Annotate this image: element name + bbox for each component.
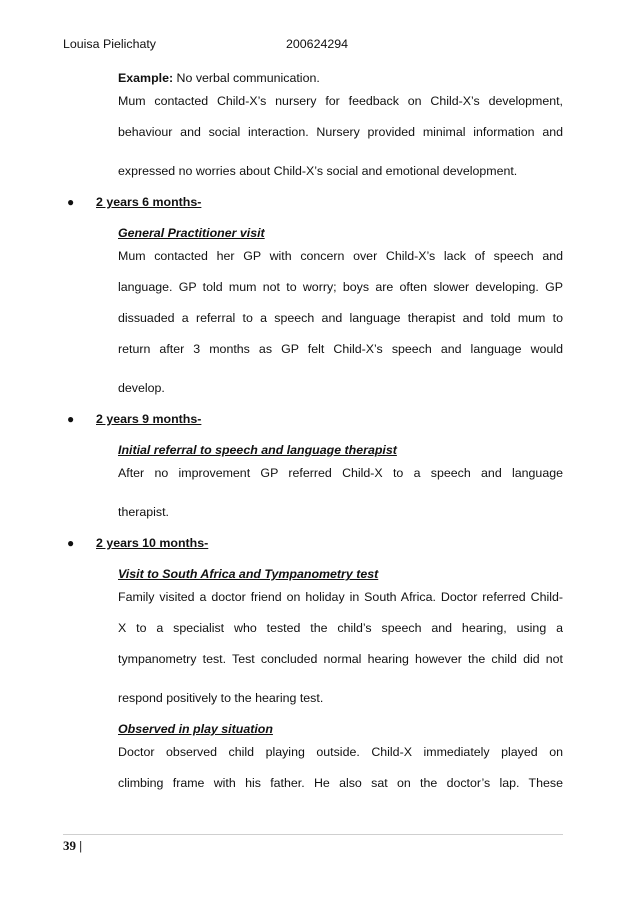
paragraph-line: Doctor observed child playing outside. Child-X immediately played on <box>118 745 563 759</box>
footer-divider <box>63 834 563 835</box>
paragraph-line: After no improvement GP referred Child-X to a speech and language <box>118 466 563 480</box>
intro-paragraph <box>63 94 563 187</box>
paragraph-line: Family visited a doctor friend on holiday in South Africa. Doctor referred Child- <box>118 590 563 604</box>
bullet-icon: ● <box>67 195 75 209</box>
timeline-bullet <box>63 187 563 218</box>
paragraph-line: develop. <box>118 381 165 395</box>
paragraph-line: Mum contacted her GP with concern over Child-X’s lack of speech and <box>118 249 563 263</box>
paragraph-line: therapist. <box>118 505 169 519</box>
document-body <box>63 63 563 807</box>
page-header <box>63 37 583 53</box>
paragraph-line: expressed no worries about Child-X’s social and emotional development. <box>118 164 518 178</box>
example-label: Example: <box>118 71 174 85</box>
paragraph-line: respond positively to the hearing test. <box>118 691 324 705</box>
bullet-icon: ● <box>67 412 75 426</box>
bullet-heading: 2 years 10 months- <box>96 536 209 550</box>
paragraph-line: X to a specialist who tested the child’s speech and hearing, using a <box>118 621 563 635</box>
section-subheading: Observed in play situation <box>118 722 273 736</box>
section-body <box>63 435 563 528</box>
timeline-bullet <box>63 404 563 435</box>
paragraph-line: behaviour and social interaction. Nursery provided minimal information and <box>118 125 563 139</box>
paragraph-line: language. GP told mum not to worry; boys are often slower developing. GP <box>118 280 563 294</box>
bullet-heading: 2 years 6 months- <box>96 195 202 209</box>
paragraph-line: tympanometry test. Test concluded normal hearing however the child did not <box>118 652 563 666</box>
bullet-icon: ● <box>67 536 75 550</box>
section-subheading: General Practitioner visit <box>118 226 265 240</box>
paragraph-line: climbing frame with his father. He also sat on the doctor’s lap. These <box>118 776 563 790</box>
section-subheading: Initial referral to speech and language therapist <box>118 443 397 457</box>
bullet-heading: 2 years 9 months- <box>96 412 202 426</box>
author-name: Louisa Pielichaty <box>63 37 156 51</box>
example-text: No verbal communication. <box>176 71 320 85</box>
student-id: 200624294 <box>286 37 349 51</box>
paragraph-line: return after 3 months as GP felt Child-X’s speech and language would <box>118 342 563 356</box>
timeline-bullet <box>63 528 563 559</box>
example-line <box>63 63 563 94</box>
page-number: 39 | <box>63 838 83 853</box>
section-body <box>63 559 563 807</box>
paragraph-line: dissuaded a referral to a speech and language therapist and told mum to <box>118 311 563 325</box>
section-subheading: Visit to South Africa and Tympanometry test <box>118 567 379 581</box>
section-body <box>63 218 563 404</box>
paragraph-line: Mum contacted Child-X’s nursery for feedback on Child-X’s development, <box>118 94 563 108</box>
